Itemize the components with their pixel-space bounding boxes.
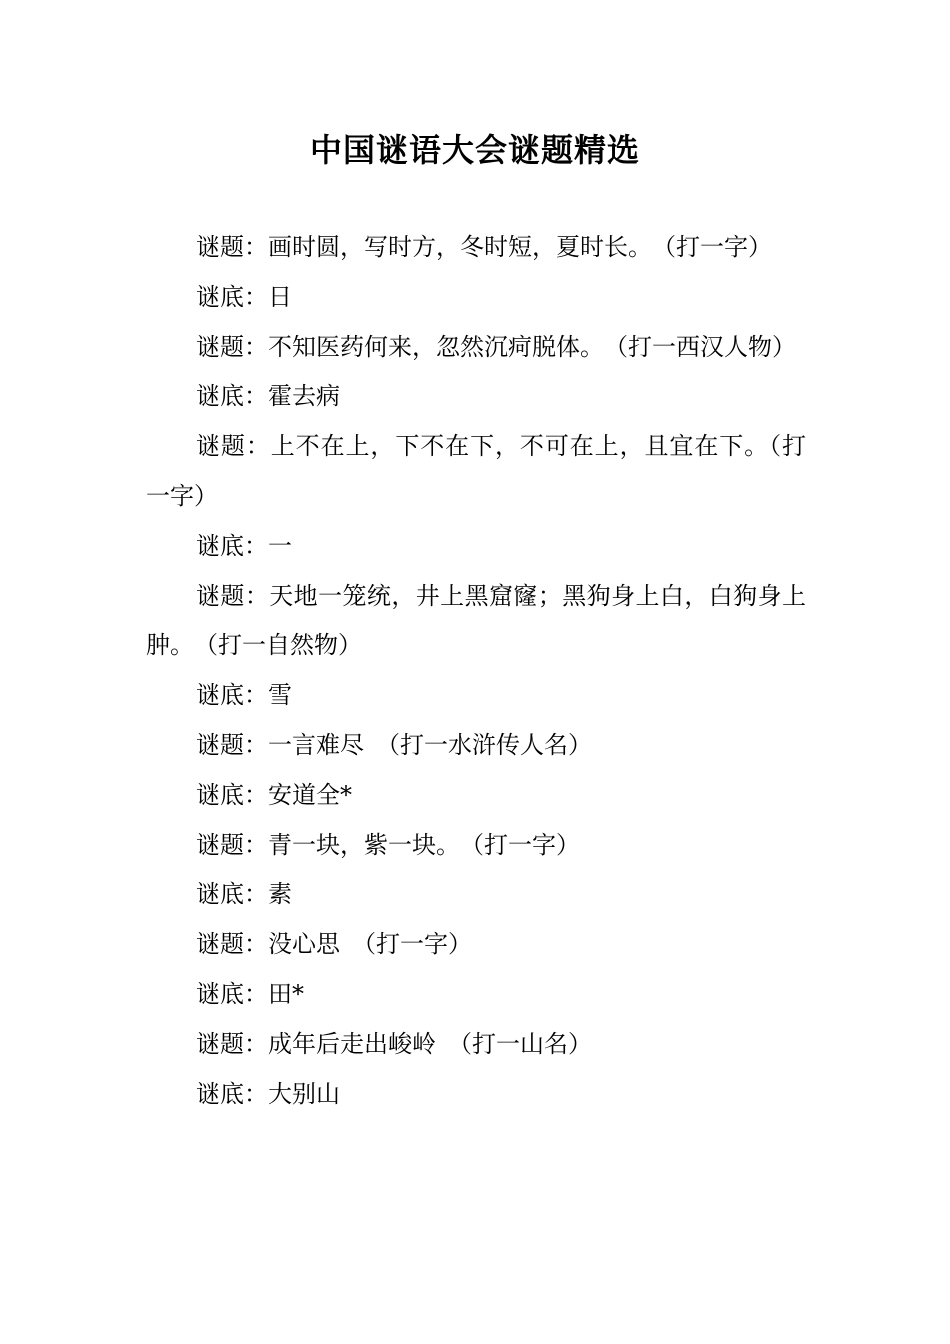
riddle-question-4: 谜题：天地一笼统，井上黑窟窿；黑狗身上白，白狗身上肿。 （打一自然物） xyxy=(146,581,806,660)
riddle-question-8: 谜题：成年后走出峻岭 （打一山名） xyxy=(196,1029,592,1058)
document-body xyxy=(146,223,806,1119)
document-title: 中国谜语大会谜题精选 xyxy=(309,131,640,169)
riddle-answer-1: 谜底：日 xyxy=(196,282,292,311)
riddle-question-7: 谜题：没心思 （打一字） xyxy=(196,930,472,959)
riddle-answer-8: 谜底：大别山 xyxy=(196,1079,340,1108)
riddle-answer-6: 谜底：素 xyxy=(196,880,292,909)
riddle-answer-7: 谜底：田* xyxy=(196,979,304,1008)
riddle-answer-3: 谜底：一 xyxy=(196,531,292,560)
riddle-answer-2: 谜底：霍去病 xyxy=(196,382,340,411)
riddle-question-2: 谜题：不知医药何来，忽然沉疴脱体。 （打一西汉人物） xyxy=(196,332,796,361)
riddle-answer-4: 谜底：雪 xyxy=(196,681,292,710)
riddle-question-6: 谜题：青一块，紫一块。 （打一字） xyxy=(196,830,580,859)
riddle-question-3: 谜题：上不在上，下不在下，不可在上，且宜在下。（打一字） xyxy=(146,432,806,510)
riddle-question-1: 谜题：画时圆，写时方，冬时短，夏时长。 （打一字） xyxy=(196,233,772,261)
riddle-question-5: 谜题：一言难尽 （打一水浒传人名） xyxy=(196,730,592,759)
riddle-answer-5: 谜底：安道全* xyxy=(196,780,352,809)
